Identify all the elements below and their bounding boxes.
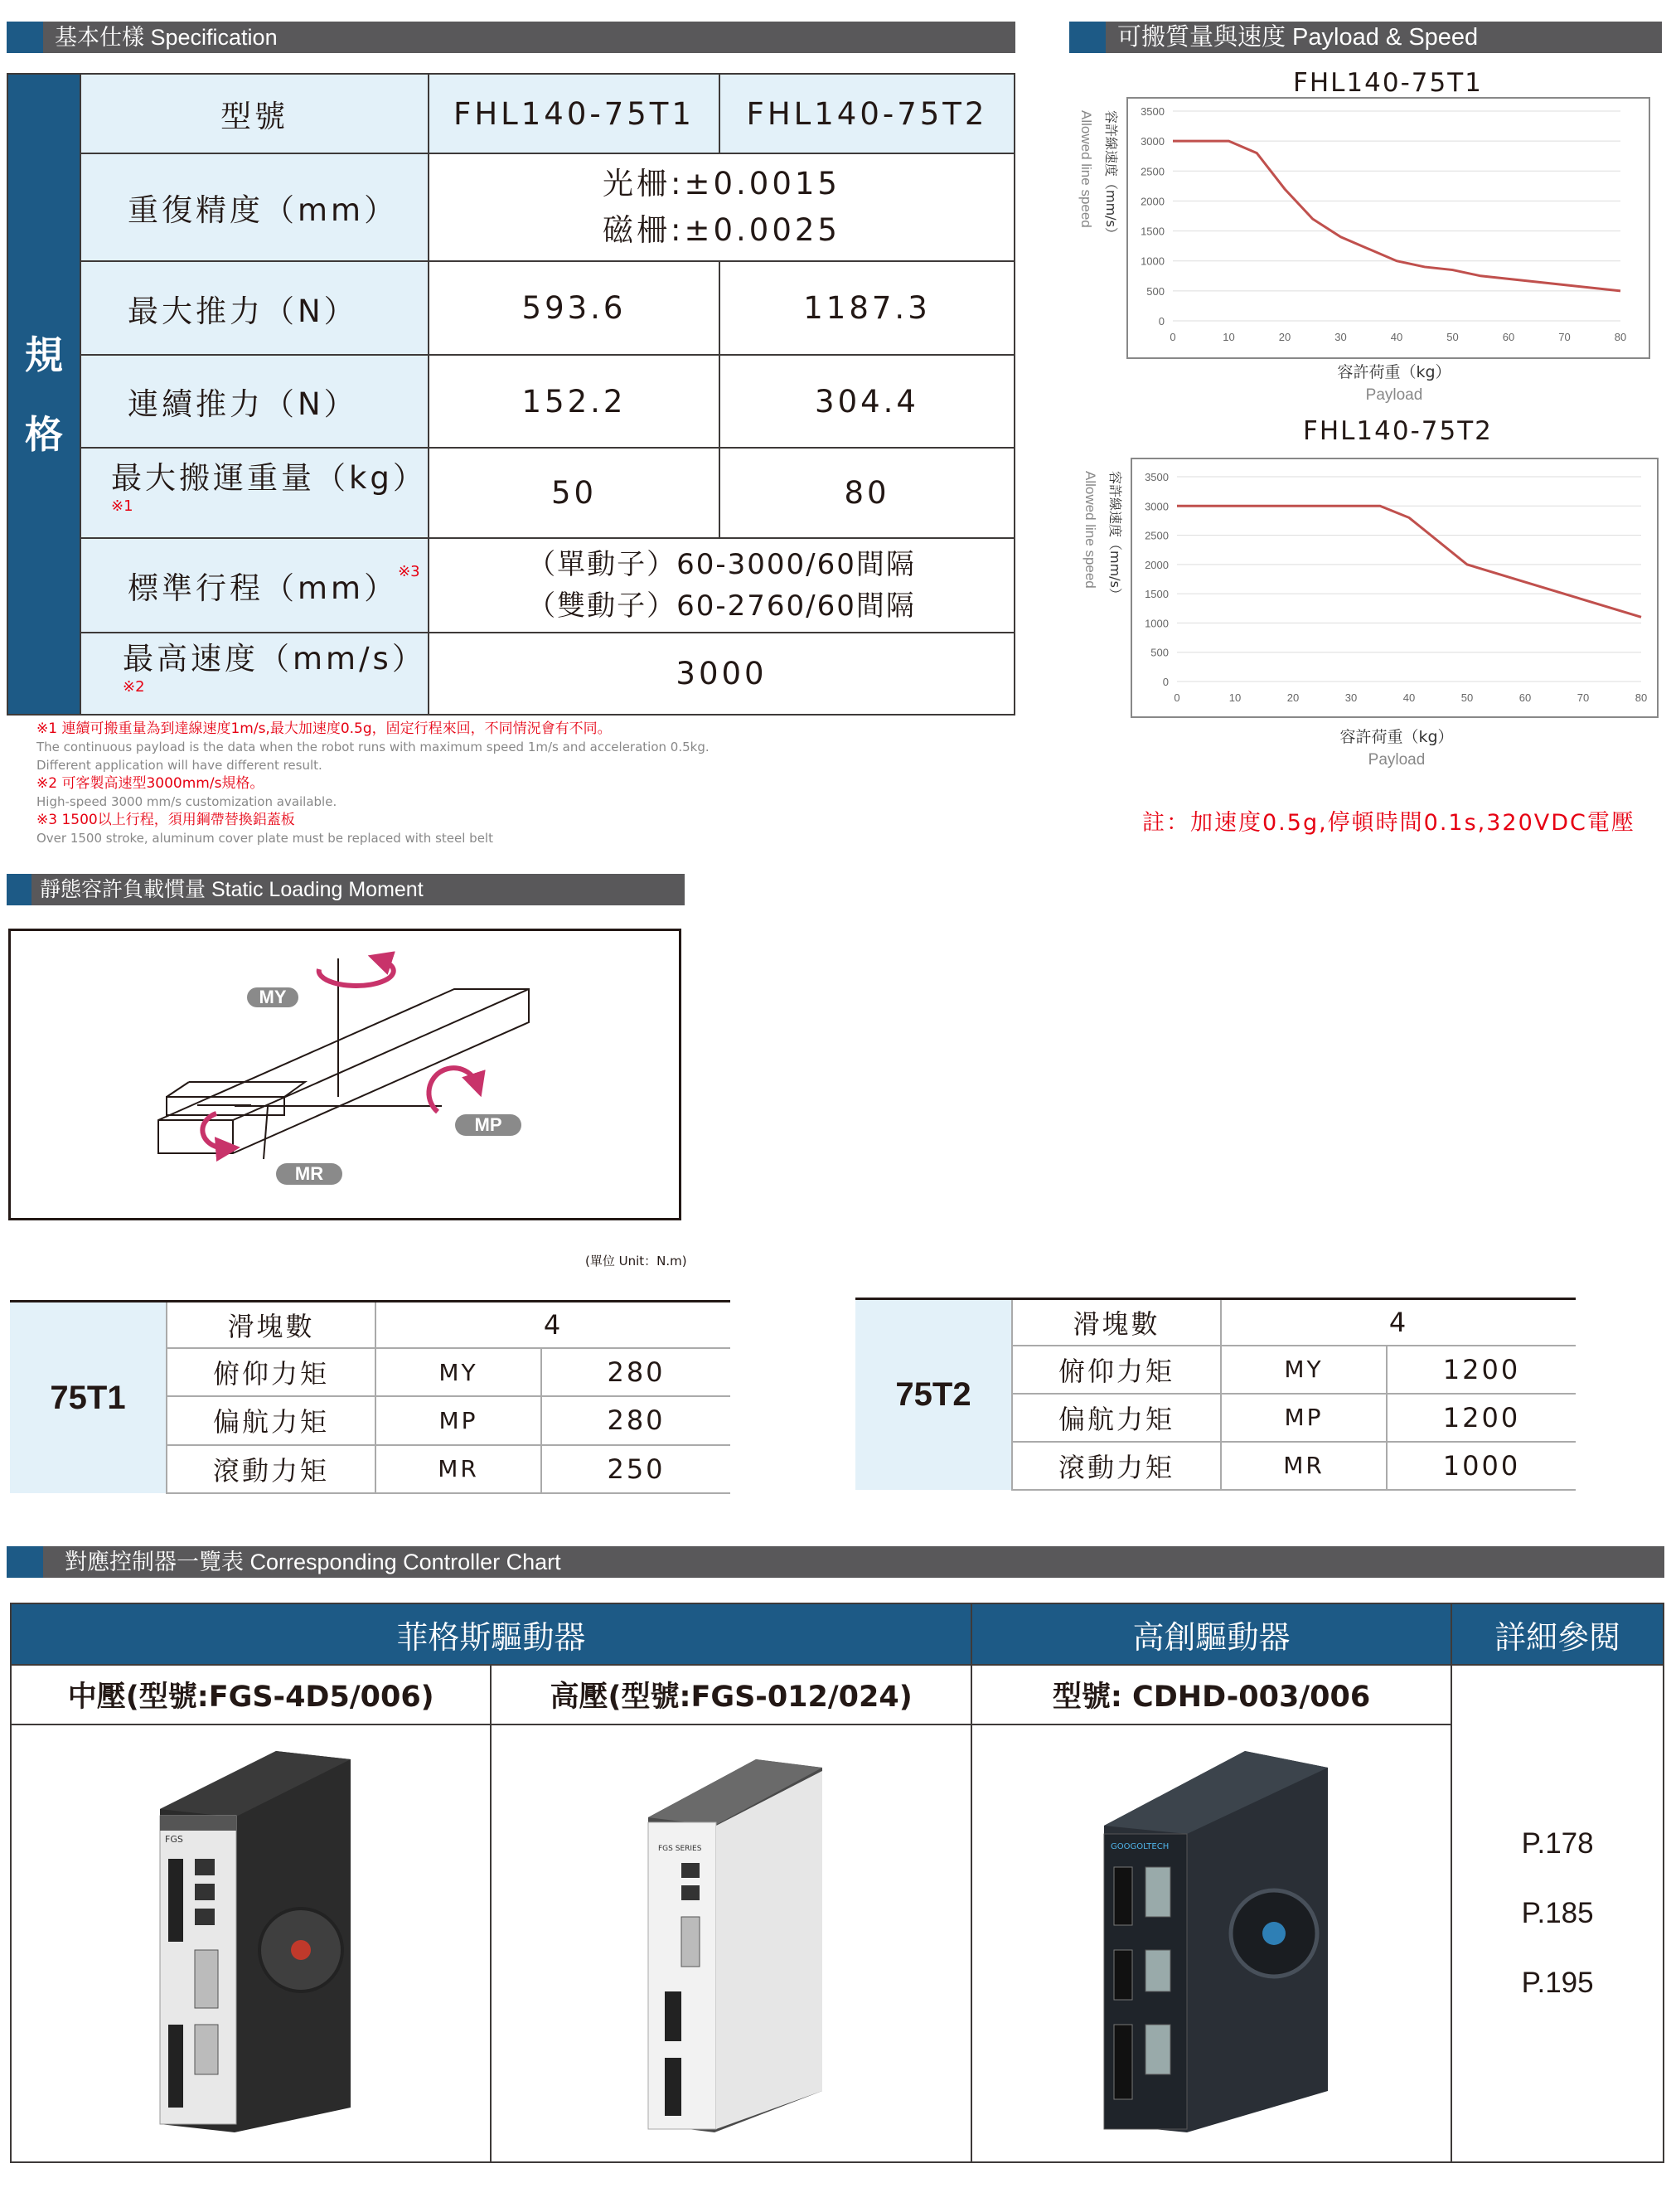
moment-label: 俯仰力矩 [167,1348,375,1396]
moment-table-t2 [855,1298,1576,1491]
cdhd-drive-image [1087,1743,1336,2141]
controller-table [10,1603,1664,2163]
model-label: 中壓(型號:FGS-4D5/006) [11,1665,491,1724]
spec-row-label-cell [80,538,429,633]
spec-value: 152.2 [429,355,719,448]
label-mr: MR [294,1163,324,1184]
section-header-static [7,874,685,905]
section-marker [7,1546,43,1578]
footnote: ※2 可客製高速型3000mm/s規格。 [36,775,264,792]
y-tick-label: 1500 [1141,225,1165,238]
moment-table-t1 [10,1300,730,1494]
spec-side-char: 規 [25,332,63,377]
x-tick-label: 30 [1334,331,1347,343]
x-axis-label-en: Payload [1365,386,1423,404]
section-title-controller: 對應控制器一覽表 Corresponding Controller Chart [65,1550,561,1574]
model-label: 高壓(型號:FGS-012/024) [491,1665,971,1724]
x-tick-label: 50 [1446,331,1459,343]
spec-value: 80 [719,448,1015,538]
x-axis-label: 容許荷重（kg） [1337,363,1451,381]
spec-row-label-cell [80,633,429,715]
y-tick-label: 1500 [1145,588,1169,601]
drive-image-cell [971,1724,1451,2162]
spec-value: 593.6 [429,261,719,355]
footnote: High-speed 3000 mm/s customization available. [36,794,337,809]
x-tick-label: 10 [1228,691,1242,704]
page-link[interactable]: P.195 [1521,1967,1594,1999]
spec-side-label [7,74,80,715]
y-tick-label: 3000 [1145,500,1169,513]
y-tick-label: 3500 [1141,105,1165,118]
spec-row-label: 重復精度（mm） [80,153,429,261]
spec-table [7,73,1015,716]
moment-model: 75T1 [10,1302,167,1494]
y-tick-label: 2000 [1145,558,1169,571]
spec-cell-accuracy [429,153,1015,261]
y-tick-label: 1000 [1145,617,1169,630]
y-tick-label: 0 [1158,315,1165,327]
moment-label: 偏航力矩 [1012,1394,1221,1442]
label-mp: MP [474,1114,502,1135]
note-mark: ※2 [123,678,145,696]
y-tick-label: 2500 [1145,529,1169,542]
section-title-spec: 基本仕樣 Specification [55,25,278,50]
moment-model: 75T2 [855,1299,1012,1491]
y-tick-label: 2000 [1141,195,1165,208]
section-header-spec [7,22,1015,53]
moment-diagram-svg [11,931,679,1218]
note-mark: ※3 [398,563,420,580]
spec-value: 304.4 [719,355,1015,448]
spec-cell-stroke [429,538,1015,633]
y-tick-label: 500 [1146,284,1165,298]
spec-value: 50 [429,448,719,538]
x-tick-label: 20 [1286,691,1300,704]
fgs-hv-drive-image [632,1743,831,2141]
x-axis-label: 容許荷重（kg） [1339,728,1454,746]
payload-note: 註：加速度0.5g,停頓時間0.1s,320VDC電壓 [1142,810,1635,836]
spec-header-model-1: FHL140-75T1 [429,74,719,153]
brand-cdhd: 高創驅動器 [971,1603,1451,1665]
x-tick-label: 10 [1223,331,1235,343]
section-marker [7,874,31,905]
drive-label: GOOGOLTECH [1110,1842,1169,1851]
spec-value: 光柵:±0.0015 [603,166,840,201]
y-axis-label-en: Allowed line speed [1078,110,1094,228]
payload-chart-t2 [1069,452,1666,775]
moment-label: 俯仰力矩 [1012,1346,1221,1394]
moment-label: 偏航力矩 [167,1396,375,1444]
moment-symbol: MY [375,1348,541,1396]
y-axis-label: 容許線速度（mm/s） [1107,471,1123,601]
x-tick-label: 80 [1614,331,1627,343]
spec-value: （單動子）60-3000/60間隔 [527,548,916,581]
moment-diagram [8,929,681,1220]
x-tick-label: 0 [1174,691,1180,704]
y-axis-label-en: Allowed line speed [1083,471,1098,589]
spec-value: 磁柵:±0.0025 [603,212,840,248]
moment-symbol: MR [1221,1442,1387,1490]
x-axis-label-en: Payload [1368,751,1426,769]
spec-row-label: 最大推力（N） [80,261,429,355]
spec-row-label: 最高速度（mm/s） [123,641,426,677]
brand-fgs: 菲格斯驅動器 [11,1603,971,1665]
x-tick-label: 60 [1502,331,1515,343]
x-tick-label: 70 [1558,331,1571,343]
spec-value: 3000 [429,633,1015,715]
moment-value: 4 [1221,1299,1576,1346]
x-tick-label: 0 [1170,331,1176,343]
section-title-static: 靜態容許負載慣量 Static Loading Moment [40,878,424,901]
moment-arrow-mr-icon [202,1113,228,1148]
footnote: The continuous payload is the data when the robot runs with maximum speed 1m/s and acceleration 0.5kg. [36,740,710,754]
y-tick-label: 1000 [1141,255,1165,268]
chart-title: FHL140-75T1 [1293,68,1483,98]
moment-value: 4 [375,1302,730,1348]
drive-label: FGS [164,1834,183,1845]
chart-title: FHL140-75T2 [1303,416,1493,446]
footnote: ※3 1500以上行程，須用鋼帶替換鋁蓋板 [36,812,295,828]
spec-value: （雙動子）60-2760/60間隔 [527,589,916,623]
moment-label: 滑塊數 [1012,1299,1221,1346]
x-tick-label: 60 [1518,691,1532,704]
drive-label: FGS SERIES [658,1845,702,1853]
plot-frame [1127,98,1649,358]
x-tick-label: 40 [1402,691,1416,704]
spec-row-label-cell [80,448,429,538]
moment-symbol: MR [375,1445,541,1493]
moment-label: 滾動力矩 [1012,1442,1221,1490]
y-axis-label: 容許線速度（mm/s） [1103,110,1119,240]
x-tick-label: 70 [1577,691,1590,704]
payload-chart-t1 [1069,93,1666,408]
footnote: Over 1500 stroke, aluminum cover plate must be replaced with steel belt [36,831,493,846]
section-marker [1069,22,1106,53]
plot-frame [1131,458,1658,717]
model-label: 型號: CDHD-003/006 [971,1665,1451,1724]
spec-row-label: 標準行程（mm） [128,570,399,606]
moment-symbol: MP [1221,1394,1387,1442]
moment-symbol: MP [375,1396,541,1444]
note-mark: ※1 [111,497,133,515]
label-my: MY [259,987,287,1007]
footnote: Different application will have different result. [36,758,322,773]
x-tick-label: 50 [1460,691,1474,704]
x-tick-label: 30 [1344,691,1358,704]
x-tick-label: 40 [1390,331,1403,343]
spec-side-char: 格 [25,411,63,457]
page-references [1451,1665,1664,2162]
drive-image-cell [11,1724,491,2162]
footnote: ※1 連續可搬重量為到達線速度1m/s,最大加速度0.5g，固定行程來回，不同情況會有不同。 [36,720,612,737]
spec-row-label: 連續推力（N） [80,355,429,448]
moment-symbol: MY [1221,1346,1387,1394]
moment-label: 滾動力矩 [167,1445,375,1493]
section-title-payload: 可搬質量與速度 Payload & Speed [1117,24,1479,51]
moment-value: 280 [541,1348,730,1396]
footnotes [36,720,710,847]
y-tick-label: 2500 [1141,165,1165,178]
section-header-payload [1069,22,1662,53]
fgs-drive-image [143,1743,359,2141]
moment-value: 1200 [1387,1394,1576,1442]
x-tick-label: 20 [1278,331,1291,343]
x-tick-label: 80 [1635,691,1648,704]
moment-value: 1200 [1387,1346,1576,1394]
spec-row-label: 最大搬運重量（kg） [111,460,427,496]
drive-image-cell [491,1724,971,2162]
moment-label: 滑塊數 [167,1302,375,1348]
section-marker [7,22,43,53]
page-link[interactable]: P.185 [1521,1897,1594,1929]
moment-value: 280 [541,1396,730,1444]
page-link[interactable]: P.178 [1521,1827,1594,1860]
y-tick-label: 3500 [1145,471,1169,483]
spec-header-label: 型號 [80,74,429,153]
moment-value: 250 [541,1445,730,1493]
y-tick-label: 500 [1150,646,1169,659]
spec-header-model-2: FHL140-75T2 [719,74,1015,153]
y-tick-label: 3000 [1141,135,1165,148]
spec-value: 1187.3 [719,261,1015,355]
moment-arrow-my-icon [319,959,394,986]
y-tick-label: 0 [1162,676,1169,688]
moment-value: 1000 [1387,1442,1576,1490]
reference-header: 詳細參閱 [1451,1603,1664,1665]
section-header-controller [7,1546,1664,1578]
unit-note: (單位 Unit：N.m) [585,1254,687,1269]
